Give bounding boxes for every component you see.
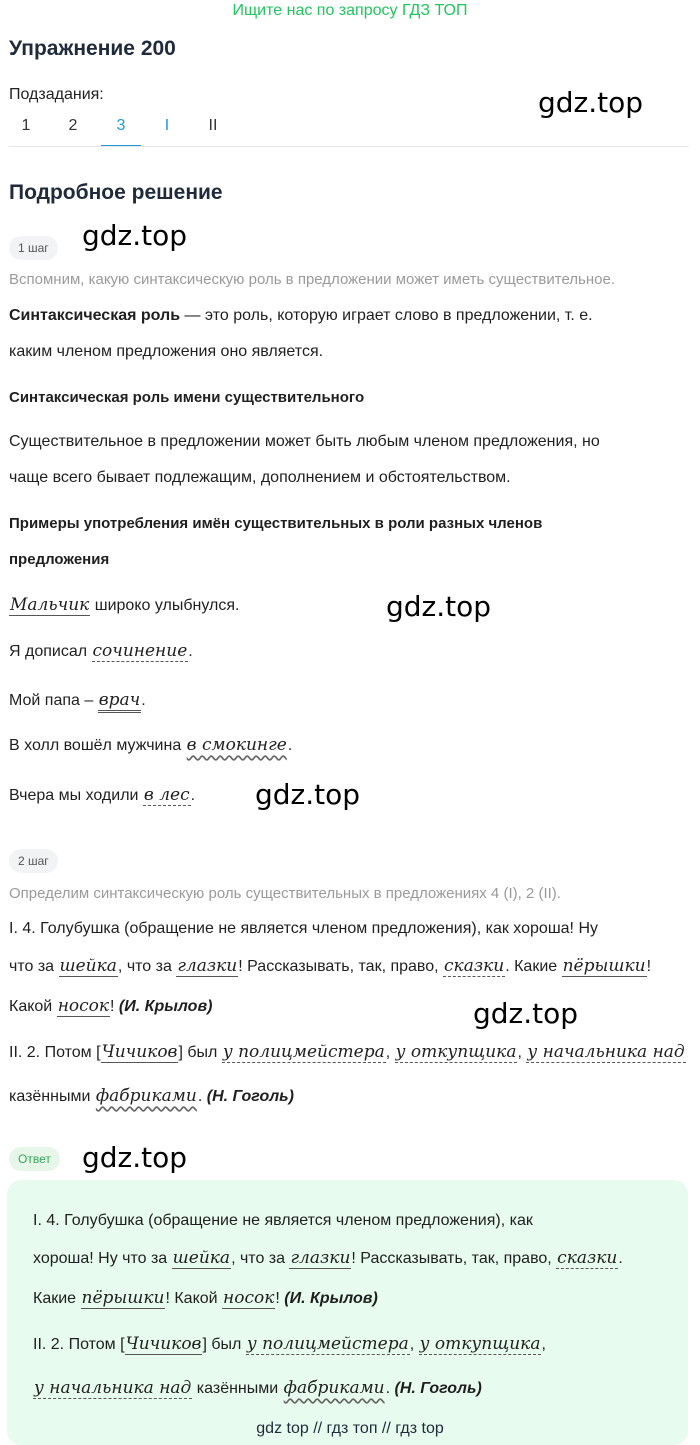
- text: ,: [517, 1044, 527, 1061]
- footer-links[interactable]: gdz top // гдз топ // гдз top: [256, 1420, 444, 1437]
- heading-syntactic-role: Синтаксическая роль имени существительного: [9, 389, 365, 406]
- sentence-line-1: I. 4. Голубушка (обращение не является членом предложения), как хороша! Ну: [9, 920, 598, 937]
- example-text: широко улыбнулся.: [90, 597, 240, 614]
- author-credit: (И. Крылов): [118, 998, 213, 1015]
- text: что за: [9, 958, 59, 975]
- adverbial-word: у откупщика: [419, 1334, 541, 1354]
- author-credit: (Н. Гоголь): [394, 1380, 482, 1397]
- watermark-logo: gdz.top: [255, 778, 361, 811]
- subject-word: пёрышки: [562, 956, 646, 976]
- watermark-logo: gdz.top: [82, 1141, 188, 1174]
- subject-word: носок: [57, 996, 110, 1016]
- example-object: [9, 641, 193, 662]
- example-text: .: [188, 643, 193, 660]
- text: II. 2. Потом [: [33, 1336, 125, 1353]
- text: , что за: [231, 1250, 290, 1267]
- example-subject: [9, 595, 239, 616]
- subject-word: Чичиков: [101, 1042, 178, 1062]
- heading-examples-line-2: предложения: [9, 551, 110, 568]
- example-text: .: [287, 737, 293, 754]
- sentence-line-5: [9, 1086, 294, 1106]
- text: ! Какой: [165, 1290, 223, 1307]
- subject-word: глазки: [177, 956, 238, 976]
- text: ] был: [178, 1044, 222, 1061]
- watermark-logo: gdz.top: [538, 86, 644, 119]
- tab-3[interactable]: 3: [101, 112, 141, 147]
- answer-line-3: [33, 1288, 378, 1309]
- text: ! Рассказывать, так, право,: [238, 958, 444, 975]
- adverbial-word: у полицмейстера: [222, 1042, 385, 1062]
- example-text: Я дописал: [9, 643, 92, 660]
- watermark-logo: gdz.top: [82, 219, 188, 252]
- sentence-line-3: [9, 996, 212, 1017]
- text: .: [618, 1250, 623, 1267]
- example-adverbial: [9, 785, 195, 806]
- step-1-hint: Вспомним, какую синтаксическую роль в предложении может иметь существительное.: [9, 271, 616, 288]
- text: ] был: [202, 1336, 246, 1353]
- text: !: [110, 998, 119, 1015]
- adverbial-word: у начальника над: [527, 1042, 685, 1062]
- subtask-tabs: [0, 112, 700, 148]
- tab-ii[interactable]: II: [208, 117, 218, 134]
- text: . Какие: [505, 958, 562, 975]
- text: II. 2. Потом [: [9, 1044, 101, 1061]
- text: казёнными: [9, 1088, 95, 1105]
- text: ! Рассказывать, так, право,: [351, 1250, 557, 1267]
- attribute-word: фабриками: [95, 1086, 197, 1106]
- text: ,: [385, 1044, 395, 1061]
- example-text: .: [141, 692, 146, 709]
- example-predicate: [9, 690, 146, 713]
- paragraph-line-1: Существительное в предложении может быть любым членом предложения, но: [9, 433, 600, 450]
- subject-word: Чичиков: [125, 1334, 202, 1354]
- attribute-word: в смокинге: [186, 735, 287, 755]
- exercise-title: Упражнение 200: [9, 37, 176, 60]
- definition-text: — это роль, которую играет слово в предложении, т. е.: [180, 307, 593, 324]
- answer-line-4: [33, 1334, 546, 1355]
- sentence-line-4: [9, 1042, 686, 1063]
- definition-line-1: [9, 307, 593, 325]
- search-banner[interactable]: Ищите нас по запросу ГДЗ ТОП: [232, 2, 468, 19]
- answer-line-5: [33, 1378, 482, 1399]
- step-2-badge: 2 шаг: [9, 849, 58, 873]
- object-word: сказки: [557, 1248, 618, 1268]
- text: !: [646, 958, 652, 975]
- object-word: сочинение: [92, 641, 188, 661]
- tab-2[interactable]: 2: [68, 117, 78, 134]
- tab-i[interactable]: I: [164, 117, 170, 134]
- subtasks-label: Подзадания:: [9, 86, 104, 103]
- tab-1[interactable]: 1: [21, 117, 31, 134]
- text: .: [197, 1088, 207, 1105]
- divider: [9, 146, 689, 147]
- step-1-badge: 1 шаг: [9, 236, 58, 260]
- adverbial-word: у откупщика: [395, 1042, 517, 1062]
- paragraph-line-2: чаще всего бывает подлежащим, дополнением и обстоятельством.: [9, 469, 511, 486]
- example-text: В холл вошёл мужчина: [9, 737, 186, 754]
- example-text: Вчера мы ходили: [9, 787, 143, 804]
- text: ,: [541, 1336, 546, 1353]
- example-text: Мой папа –: [9, 692, 98, 709]
- subject-word: Мальчик: [10, 595, 90, 615]
- subject-word: шейка: [59, 956, 117, 976]
- example-attribute: [9, 735, 292, 755]
- object-word: сказки: [444, 956, 505, 976]
- text: Какие: [33, 1290, 81, 1307]
- adverbial-word: в лес: [143, 785, 190, 805]
- predicate-word: врач: [98, 690, 142, 713]
- text: казёнными: [192, 1380, 283, 1397]
- sentence-line-2: [9, 956, 651, 977]
- subject-word: шейка: [172, 1248, 231, 1268]
- answer-line-1: I. 4. Голубушка (обращение не является членом предложения), как: [33, 1212, 533, 1229]
- text: , что за: [117, 958, 177, 975]
- example-text: .: [190, 787, 196, 804]
- adverbial-word: у полицмейстера: [246, 1334, 409, 1354]
- step-2-hint: Определим синтаксическую роль существительных в предложениях 4 (I), 2 (II).: [9, 885, 561, 902]
- heading-examples-line-1: Примеры употребления имён существительных в роли разных членов: [9, 515, 543, 532]
- definition-line-2: каким членом предложения оно является.: [9, 343, 324, 360]
- definition-term: Синтаксическая роль: [9, 307, 181, 324]
- text: .: [385, 1380, 395, 1397]
- text: ,: [409, 1336, 419, 1353]
- section-title: Подробное решение: [9, 181, 223, 204]
- subject-word: глазки: [290, 1248, 351, 1268]
- adverbial-word: у начальника над: [34, 1378, 192, 1398]
- author-credit: (Н. Гоголь): [206, 1088, 294, 1105]
- text: хороша! Ну что за: [33, 1250, 172, 1267]
- answer-line-2: [33, 1248, 623, 1269]
- answer-badge: Ответ: [9, 1147, 60, 1171]
- text: Какой: [9, 998, 57, 1015]
- author-credit: (И. Крылов): [284, 1290, 378, 1307]
- subject-word: пёрышки: [81, 1288, 165, 1308]
- watermark-logo: gdz.top: [386, 590, 492, 623]
- attribute-word: фабриками: [283, 1378, 385, 1398]
- subject-word: носок: [223, 1288, 275, 1308]
- text: !: [275, 1290, 285, 1307]
- watermark-logo: gdz.top: [473, 997, 579, 1030]
